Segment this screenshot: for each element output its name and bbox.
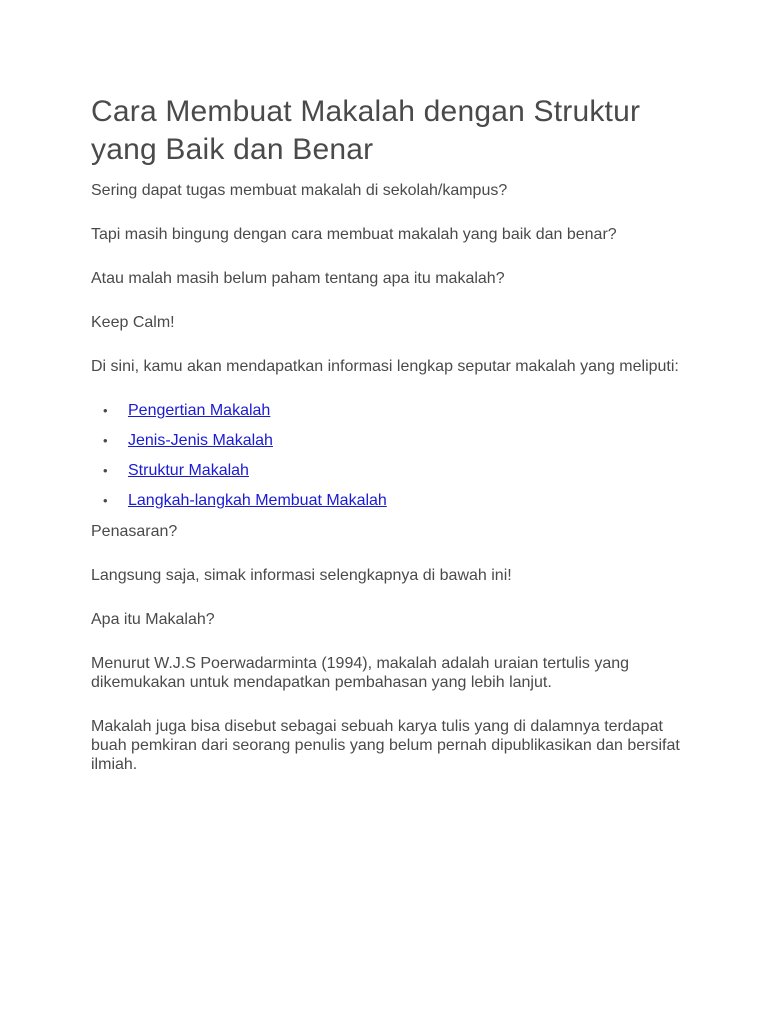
section-heading-apa-itu-makalah: Apa itu Makalah? xyxy=(91,611,215,628)
topic-link-list xyxy=(91,401,691,510)
list-item xyxy=(91,401,691,420)
link-langkah-membuat-makalah[interactable]: Langkah-langkah Membuat Makalah xyxy=(128,492,387,509)
intro-paragraph-2: Tapi masih bingung dengan cara membuat makalah yang baik dan benar? xyxy=(91,226,617,243)
list-item xyxy=(91,461,691,480)
intro-paragraph-3: Atau malah masih belum paham tentang apa itu makalah? xyxy=(91,270,505,287)
document-page xyxy=(91,93,691,774)
list-item xyxy=(91,491,691,510)
page-title: Cara Membuat Makalah dengan Struktur yang Baik dan Benar xyxy=(91,95,641,166)
intro-paragraph-4: Keep Calm! xyxy=(91,314,175,331)
link-jenis-jenis-makalah[interactable]: Jenis-Jenis Makalah xyxy=(128,432,273,449)
intro-paragraph-1: Sering dapat tugas membuat makalah di sekolah/kampus? xyxy=(91,182,508,199)
after-paragraph-5: Makalah juga bisa disebut sebagai sebuah karya tulis yang di dalamnya terdapat buah pemkiran dari seorang penulis yang belum pernah dipublikasikan dan bersifat ilmiah. xyxy=(91,718,680,773)
bullet-icon: • xyxy=(103,403,108,418)
link-struktur-makalah[interactable]: Struktur Makalah xyxy=(128,462,249,479)
intro-paragraph-5: Di sini, kamu akan mendapatkan informasi lengkap seputar makalah yang meliputi: xyxy=(91,358,679,375)
bullet-icon: • xyxy=(103,463,108,478)
bullet-icon: • xyxy=(103,493,108,508)
after-paragraph-4: Menurut W.J.S Poerwadarminta (1994), makalah adalah uraian tertulis yang dikemukakan untuk mendapatkan pembahasan yang lebih lanjut. xyxy=(91,655,630,691)
link-pengertian-makalah[interactable]: Pengertian Makalah xyxy=(128,402,271,419)
list-item xyxy=(91,431,691,450)
bullet-icon: • xyxy=(103,433,108,448)
after-paragraph-2: Langsung saja, simak informasi selengkapnya di bawah ini! xyxy=(91,567,512,584)
after-paragraph-1: Penasaran? xyxy=(91,523,178,540)
